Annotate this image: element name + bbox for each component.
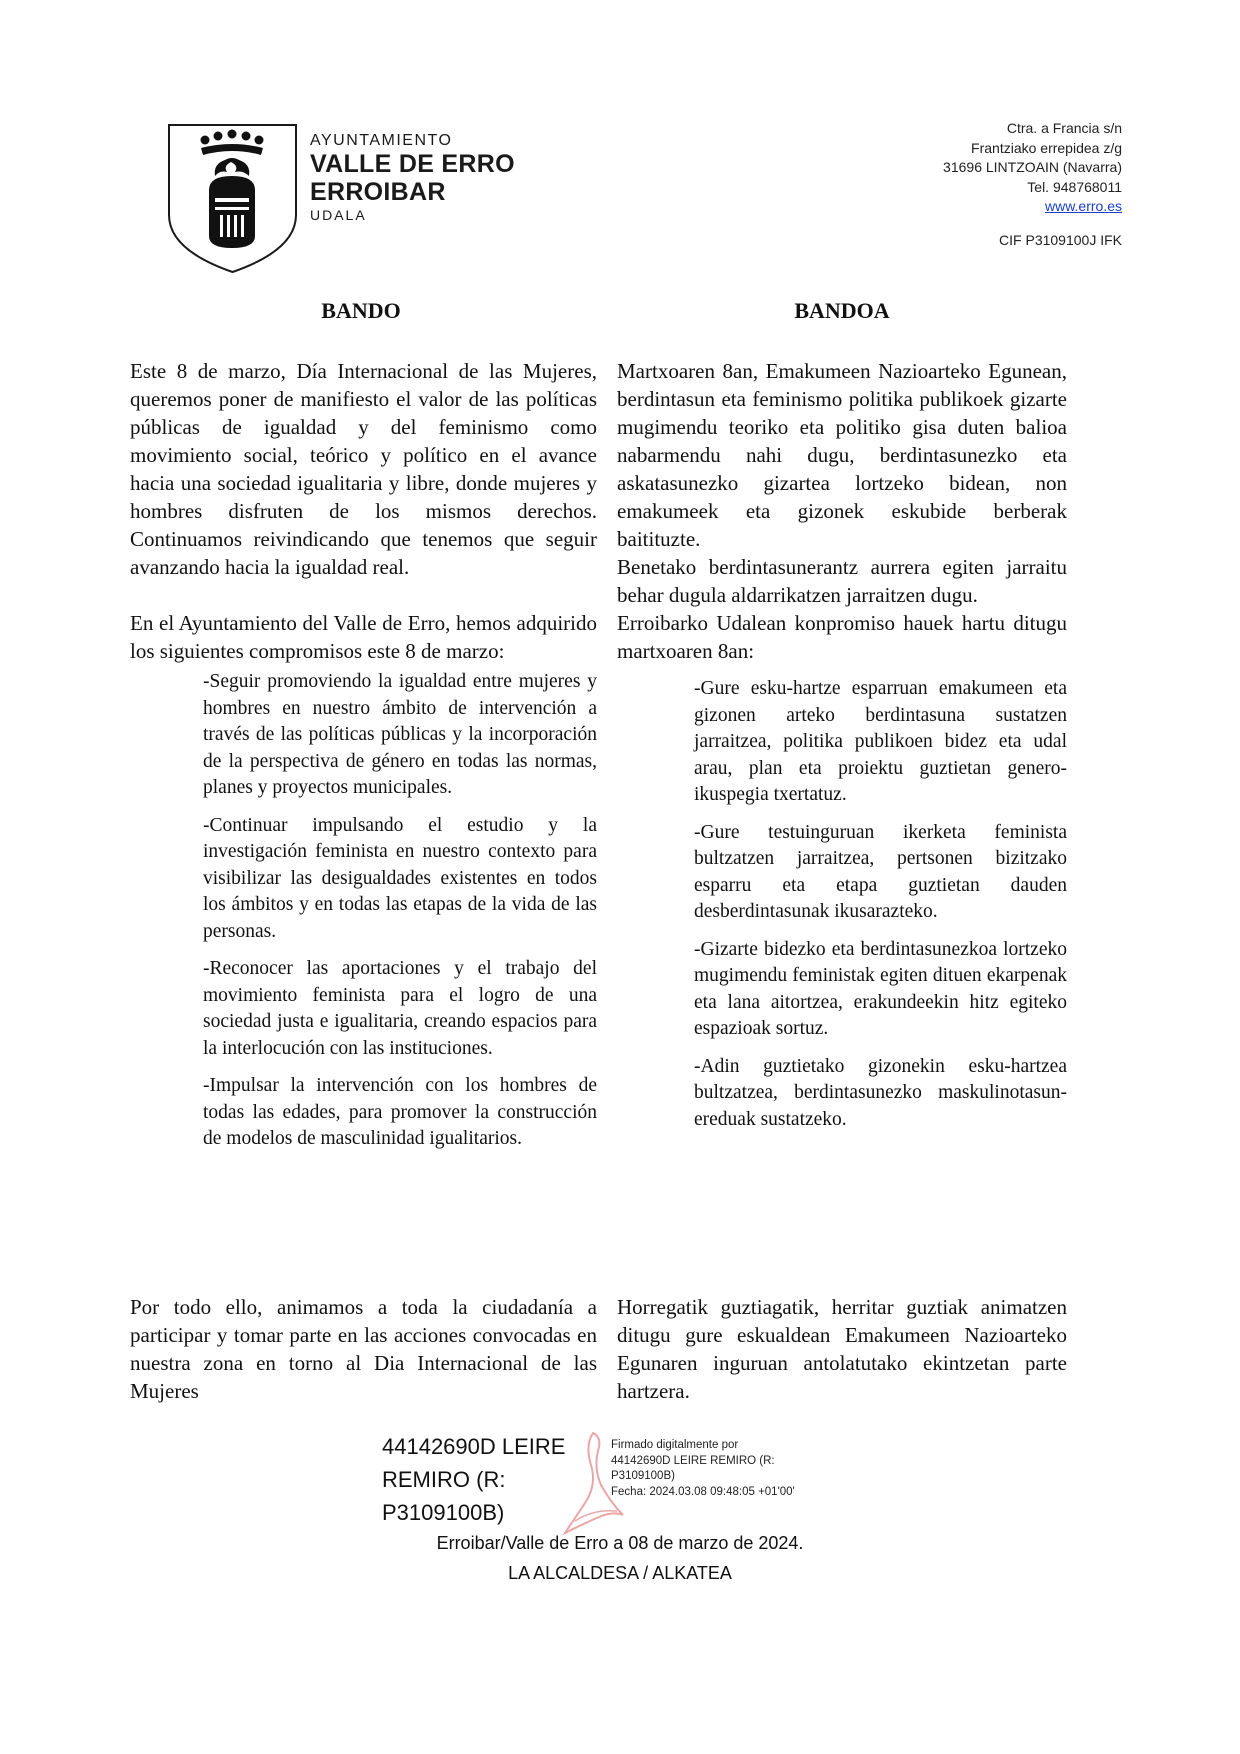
- list-item: -Gure esku-hartze esparruan emakumeen eta gizonen arteko berdintasuna sustatzen jarraitzea, politika publikoen bidez eta udal arau, plan eta proiektu guztietan genero-ikuspegia txertatuz.: [694, 678, 1067, 805]
- signature-date: Fecha: 2024.03.08 09:48:05 +01'00': [611, 1485, 795, 1498]
- org-line-valle-de-erro: VALLE DE ERRO: [310, 150, 515, 178]
- basque-intro-2: Benetako berdintasunerantz aurrera egiten jarraitu behar dugula aldarrikatzen jarraitzen dugu.: [617, 555, 1067, 607]
- list-item: -Seguir promoviendo la igualdad entre mujeres y hombres en nuestro ámbito de intervención a través de las políticas públicas y la incorporación de la perspectiva de género en todas las normas, planes y proyectos municipales.: [203, 671, 597, 798]
- signer-id-line: P3109100B): [382, 1500, 505, 1525]
- title-basque: BANDOA: [794, 298, 890, 323]
- place-and-date: Erroibar/Valle de Erro a 08 de marzo de 2024.: [436, 1533, 804, 1553]
- basque-column: [617, 357, 1067, 1144]
- spanish-intro: Este 8 de marzo, Día Internacional de las Mujeres, queremos poner de manifiesto el valor de las políticas públicas de igualdad y del feminismo como movimiento social, teórico y político en el avance hacia una sociedad igualitaria y libre, donde mujeres y hombres disfruten de los mismos derechos. Continuamos reivindicando que tenemos que seguir avanzando hacia la igualdad real.: [130, 359, 597, 579]
- coat-of-arms-logo: [165, 120, 300, 275]
- signature-detail-line: Firmado digitalmente por: [611, 1439, 739, 1451]
- spanish-column: [130, 357, 597, 1164]
- spanish-commitments-intro: En el Ayuntamiento del Valle de Erro, hemos adquirido los siguientes compromisos este 8 de marzo:: [130, 611, 597, 663]
- spanish-closing: Por todo ello, animamos a toda la ciudadanía a participar y tomar parte en las acciones convocadas en nuestra zona en torno al Dia Internacional de las Mujeres: [130, 1295, 597, 1403]
- signer-id-line: REMIRO (R:: [382, 1467, 506, 1492]
- address-line: Frantziako errepidea z/g: [971, 139, 1122, 156]
- signer-id-line: 44142690D LEIRE: [382, 1434, 566, 1459]
- tax-id: CIF P3109100J IFK: [999, 231, 1122, 248]
- address-line: 31696 LINTZOAIN (Navarra): [943, 159, 1122, 175]
- list-item: -Reconocer las aportaciones y el trabajo del movimiento feminista para el logro de una sociedad justa e igualitaria, creando espacios para la interlocución con las instituciones.: [203, 958, 597, 1059]
- signature-details: [611, 1438, 795, 1500]
- spanish-commitments-list: [203, 669, 597, 1153]
- list-item: -Gizarte bidezko eta berdintasunezkoa lortzeko mugimendu feministak egiten dituen ekarpenak eta lana aitortzea, erakundeekin hitz egiteko espazioak sortuz.: [694, 938, 1067, 1039]
- signature-detail-line: 44142690D LEIRE REMIRO (R:: [611, 1454, 775, 1467]
- address-block: [943, 119, 1122, 250]
- title-spanish: BANDO: [321, 298, 401, 323]
- phone: Tel. 948768011: [1027, 178, 1122, 195]
- website-link[interactable]: www.erro.es: [1044, 198, 1122, 214]
- organization-name: [310, 132, 515, 223]
- address-line: Ctra. a Francia s/n: [1006, 120, 1122, 136]
- basque-intro: Martxoaren 8an, Emakumeen Nazioarteko Egunean, berdintasun eta feminismo politika publikoek gizarte mugimendu teoriko eta politiko gisa duten balioa nabarmendu nahi dugu, berdintasunezko eta askatasunezko gizartea lortzeko bidean, non emakumeek eta gizonek eskubide berberak baitituzte.: [617, 359, 1067, 551]
- basque-closing: Horregatik guztiagatik, herritar guztiak animatzen ditugu gure eskualdean Emakumeen Nazioarteko Egunaren inguruan antolatutako ekintzetan parte hartzera.: [617, 1295, 1067, 1403]
- list-item: -Continuar impulsando el estudio y la investigación feminista en nuestro contexto para visibilizar las desigualdades existentes en todos los ámbitos y en todas las etapas de la vida de las personas.: [203, 814, 597, 942]
- basque-commitments-list: [694, 676, 1067, 1133]
- org-line-udala: UDALA: [310, 207, 367, 223]
- list-item: -Adin guztietako gizonekin esku-hartzea bultzatzea, berdintasunezko maskulinotasun-ereduak sustatzeko.: [694, 1055, 1067, 1130]
- list-item: -Gure testuinguruan ikerketa feminista bultzatzen jarraitzea, pertsonen bizitzako esparru eta etapa guztietan dauden desberdintasunak ikusarazteko.: [694, 821, 1067, 922]
- signer-role: LA ALCALDESA / ALKATEA: [508, 1563, 732, 1583]
- list-item: -Impulsar la intervención con los hombres de todas las edades, para promover la construcción de modelos de masculinidad igualitarios.: [203, 1075, 597, 1149]
- signer-id: [382, 1430, 565, 1529]
- org-line-erroibar: ERROIBAR: [310, 178, 446, 206]
- org-line-ayuntamiento: AYUNTAMIENTO: [310, 132, 453, 149]
- basque-commitments-intro: Erroibarko Udalean konpromiso hauek hartu ditugu martxoaren 8an:: [617, 611, 1067, 663]
- signature-detail-line: P3109100B): [611, 1470, 675, 1482]
